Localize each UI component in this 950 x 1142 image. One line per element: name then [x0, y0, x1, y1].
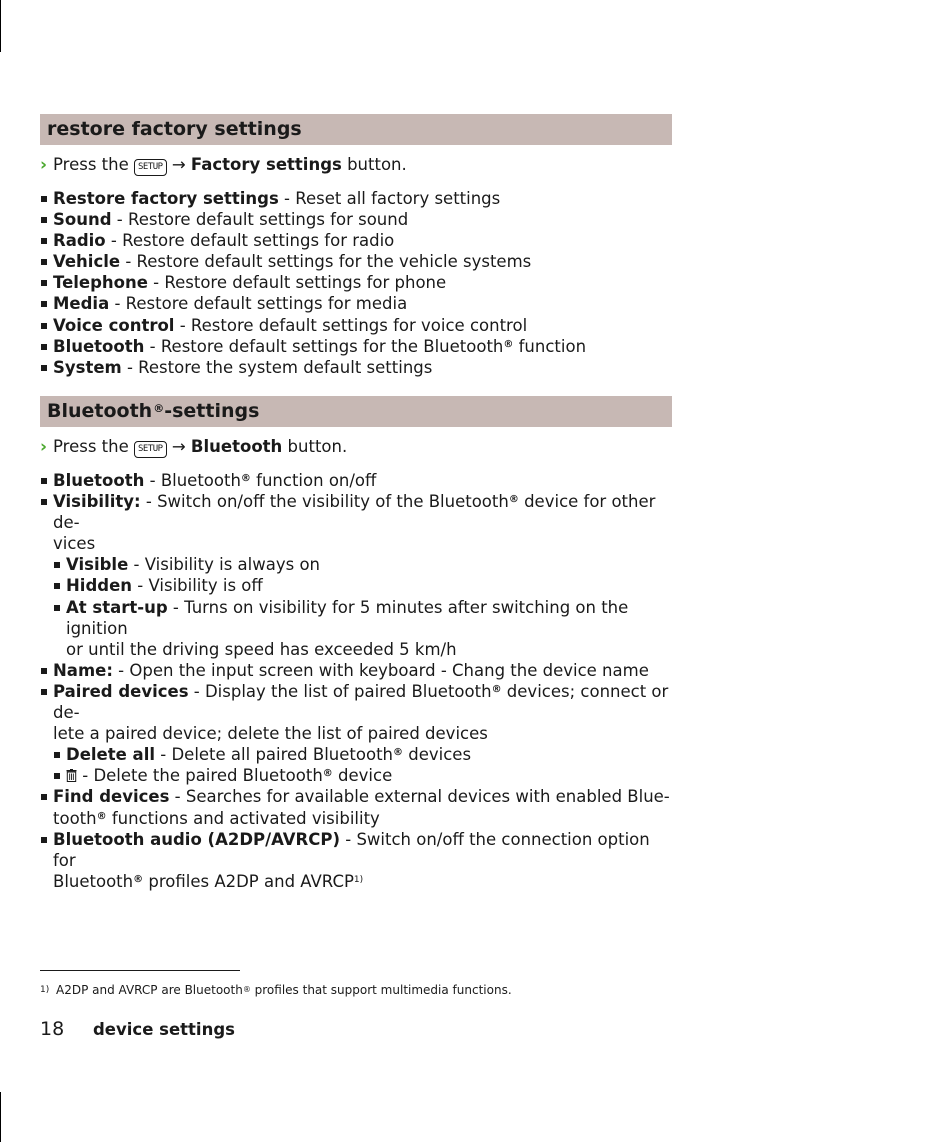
page-number: 18 — [40, 1018, 65, 1040]
footer-title: device settings — [93, 1020, 235, 1039]
instruction-prefix: Press the — [53, 437, 129, 456]
instruction-suffix: button. — [347, 155, 407, 174]
list-item: Bluetooth audio (A2DP/AVRCP) - Switch on/off the connection option for Bluetooth® profiles A2DP and AVRCP$^{1)}$ — [40, 829, 672, 892]
instruction-prefix: Press the — [53, 155, 129, 174]
list-item: Sound - Restore default settings for sound — [40, 209, 672, 230]
list-item: Bluetooth - Restore default settings for the Bluetooth® function — [40, 336, 672, 357]
section-title — [40, 396, 672, 427]
list-item: Find devices - Searches for available external devices with enabled Blue- tooth® functions and activated visibility — [40, 786, 672, 828]
page-footer — [40, 1018, 235, 1040]
section-title — [40, 114, 672, 145]
crop-mark-bottom — [0, 1092, 1, 1142]
bluetooth-settings-list — [40, 470, 672, 892]
instruction-bluetooth — [40, 436, 672, 458]
trash-icon — [66, 766, 77, 779]
list-item: Paired devices - Display the list of paired Bluetooth® devices; connect or de- lete a paired device; delete the list of paired devices — [40, 681, 672, 744]
list-item: Delete all - Delete all paired Bluetooth® devices — [53, 744, 672, 765]
factory-settings-list — [40, 188, 672, 378]
list-item: Bluetooth - Bluetooth® function on/off — [40, 470, 672, 491]
list-item: Visible - Visibility is always on — [53, 554, 672, 575]
crop-mark-top — [0, 0, 1, 52]
registered-mark: ® — [242, 985, 251, 994]
footnote — [40, 982, 512, 998]
section-title-suffix: -settings — [164, 400, 260, 422]
instruction-arrow: → — [171, 437, 186, 456]
section-bluetooth-settings — [40, 396, 672, 892]
list-item: Radio - Restore default settings for radio — [40, 230, 672, 251]
footnote-text-cont: profiles that support multimedia functions. — [250, 983, 512, 997]
list-item: Vehicle - Restore default settings for the vehicle systems — [40, 251, 672, 272]
list-item: Name: - Open the input screen with keyboard - Chang the device name — [40, 660, 672, 681]
list-item: Hidden - Visibility is off — [53, 575, 672, 596]
list-item: Voice control - Restore default settings for voice control — [40, 315, 672, 336]
registered-mark: ® — [153, 402, 165, 415]
list-item: Media - Restore default settings for media — [40, 293, 672, 314]
list-item: Telephone - Restore default settings for phone — [40, 272, 672, 293]
footnote-ref[interactable]: 1) — [353, 874, 364, 885]
list-item: Restore factory settings - Reset all factory settings — [40, 188, 672, 209]
step-arrow-icon: › — [40, 155, 48, 175]
setup-key-icon: SETUP — [134, 441, 167, 458]
section-title-text: restore factory settings — [47, 118, 302, 140]
instruction-target: Factory settings — [190, 155, 342, 174]
list-item: - Delete the paired Bluetooth® device — [53, 765, 672, 786]
footnote-mark: 1) — [40, 985, 50, 995]
list-item: Visibility: - Switch on/off the visibility of the Bluetooth® device for other de- vices — [40, 491, 672, 554]
list-item: System - Restore the system default settings — [40, 357, 672, 378]
footnote-text: A2DP and AVRCP are Bluetooth — [56, 983, 243, 997]
instruction-target: Bluetooth — [190, 437, 283, 456]
footnote-rule — [40, 970, 240, 971]
list-item: At start-up - Turns on visibility for 5 minutes after switching on the ignition or until the driving speed has exceeded 5 km/h — [53, 597, 672, 660]
setup-key-icon: SETUP — [134, 159, 167, 176]
instruction-factory — [40, 154, 672, 176]
step-arrow-icon: › — [40, 437, 48, 457]
instruction-suffix: button. — [287, 437, 348, 456]
section-factory-settings — [40, 114, 672, 378]
instruction-arrow: → — [171, 155, 186, 174]
section-title-text: Bluetooth — [47, 400, 153, 422]
